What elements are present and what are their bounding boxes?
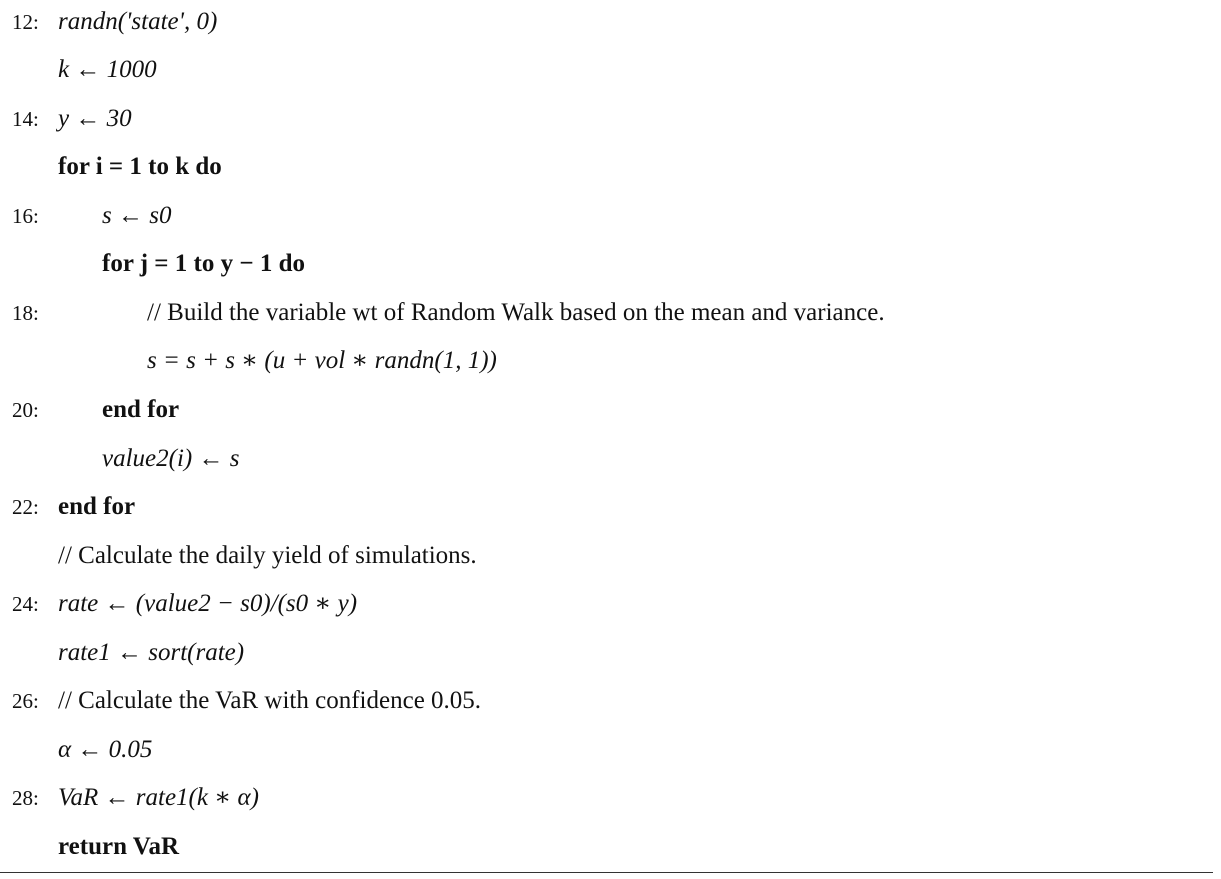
line-number: 18: [12, 301, 39, 325]
line-code: // Calculate the daily yield of simulations. [58, 542, 477, 569]
line-number: 20: [12, 398, 39, 422]
line-number: 12: [12, 10, 39, 34]
line-number: 24: [12, 592, 39, 616]
line-code: // Calculate the VaR with confidence 0.05. [58, 687, 482, 714]
line-code: end for [58, 493, 136, 520]
line-number: 26: [12, 689, 39, 713]
line-code: randn('state', 0) [58, 8, 218, 35]
line-code: s ← s0 [102, 202, 172, 229]
bottom-rule [0, 872, 1213, 873]
line-number: 14: [12, 107, 39, 131]
line-code: // Build the variable wt of Random Walk based on the mean and variance. [147, 299, 885, 326]
line-code: value2(i) ← s [102, 445, 240, 472]
line-code: end for [102, 396, 180, 423]
line-number: 28: [12, 786, 39, 810]
line-code: α ← 0.05 [58, 736, 153, 763]
line-code: k ← 1000 [58, 56, 157, 83]
line-code: VaR ← rate1(k ∗ α) [58, 784, 259, 811]
line-code: rate1 ← sort(rate) [58, 639, 245, 666]
line-code: return VaR [58, 833, 180, 860]
line-code: s = s + s ∗ (u + vol ∗ randn(1, 1)) [147, 347, 497, 374]
line-code: rate ← (value2 − s0)/(s0 ∗ y) [58, 590, 358, 617]
line-number: 22: [12, 495, 39, 519]
line-code: for i = 1 to k do [58, 153, 222, 180]
line-number: 16: [12, 204, 39, 228]
line-code: for j = 1 to y − 1 do [102, 250, 306, 277]
line-code: y ← 30 [58, 105, 132, 132]
